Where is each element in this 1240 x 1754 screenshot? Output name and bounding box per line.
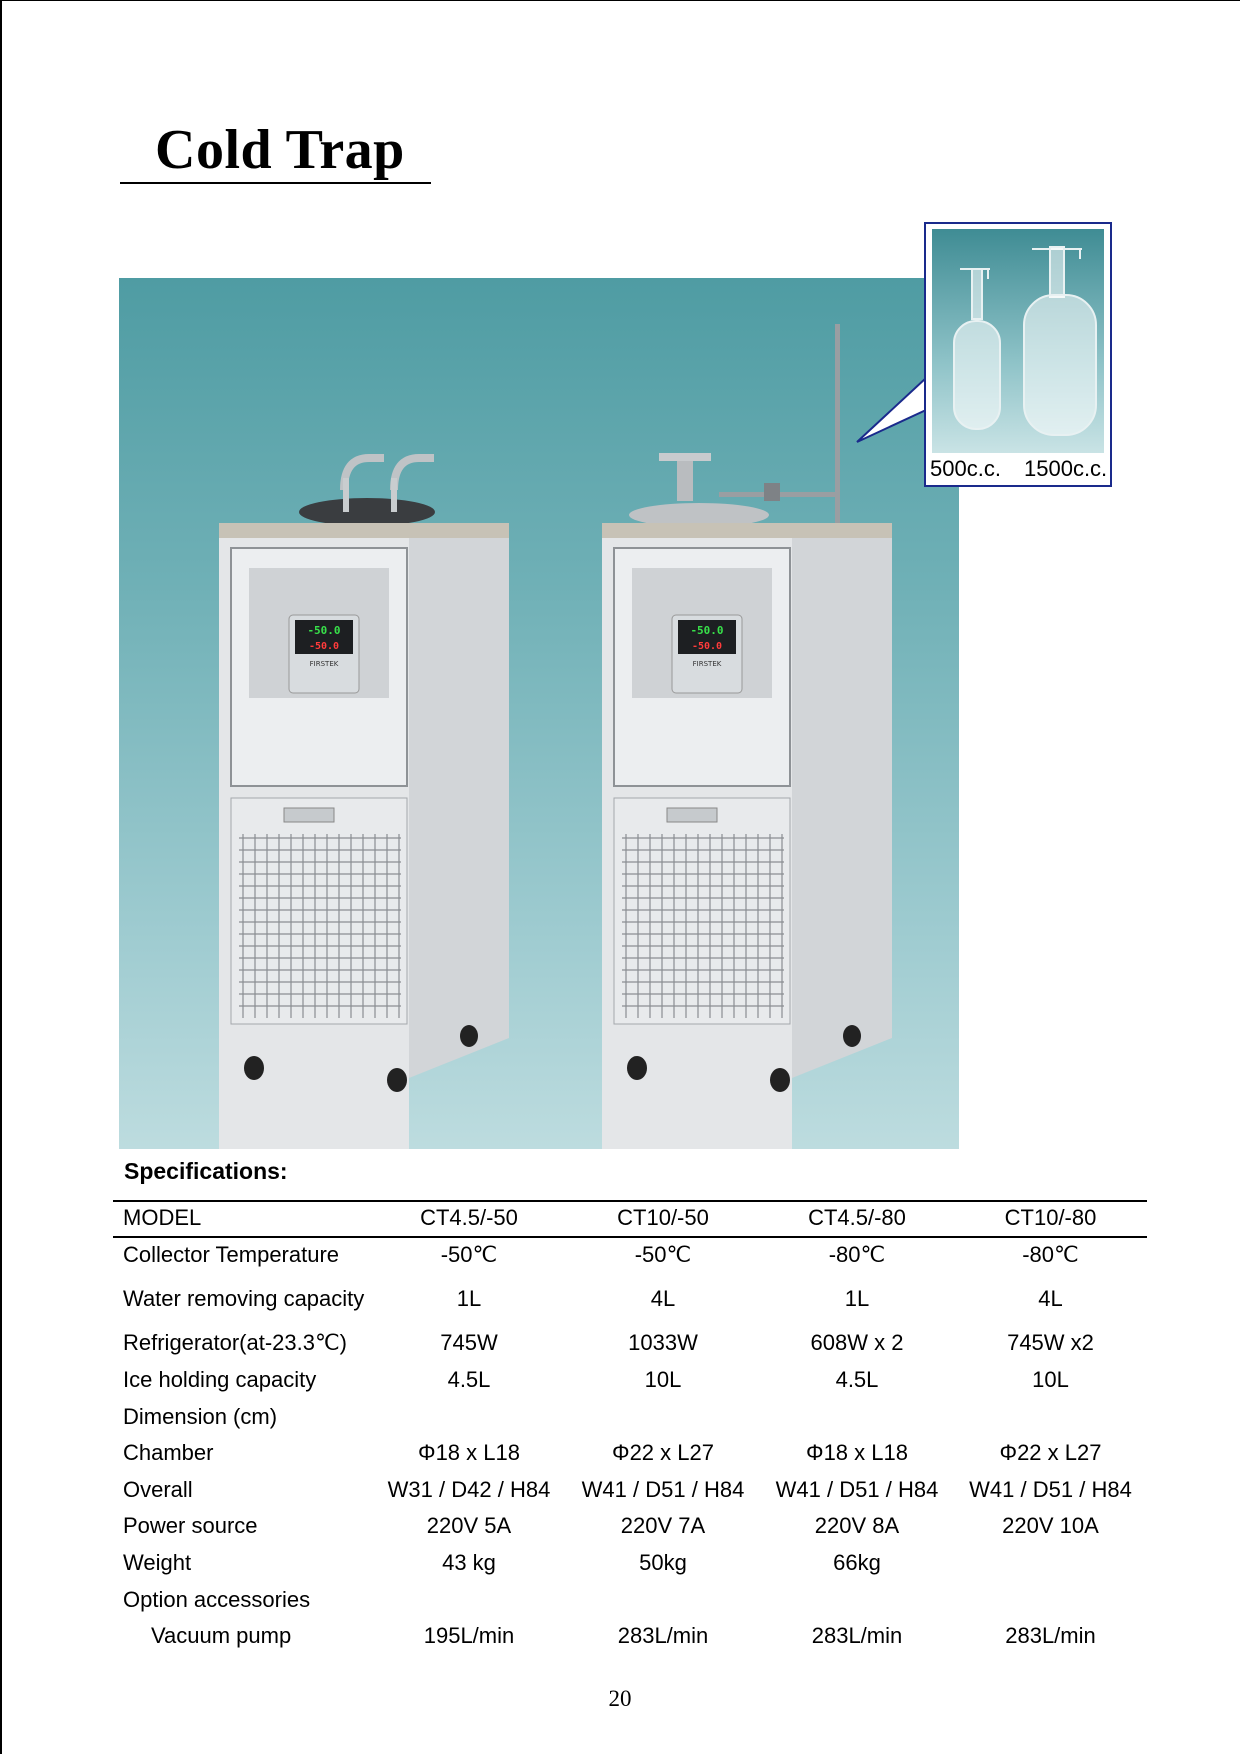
- row-value: 4.5L: [835, 1367, 879, 1393]
- row-value: [566, 1398, 760, 1435]
- row-label: Collector Temperature: [123, 1241, 340, 1267]
- row-value: 220V 7A: [620, 1513, 706, 1539]
- table-row: [113, 1618, 1147, 1655]
- specifications-table: [113, 1200, 1147, 1655]
- table-row: [113, 1398, 1147, 1435]
- unit-a-top-reading: -50.0: [307, 624, 341, 637]
- collection-flasks-illustration: [932, 229, 1104, 453]
- row-value: 4L: [1038, 1286, 1063, 1312]
- flask-inset-photo: [932, 229, 1104, 453]
- row-value: [760, 1581, 954, 1618]
- row-value: -80℃: [1022, 1241, 1079, 1267]
- row-value: 10L: [644, 1367, 682, 1393]
- row-value: 745W: [440, 1330, 498, 1356]
- row-label: Refrigerator(at-23.3℃): [123, 1330, 348, 1356]
- row-value: 66kg: [833, 1550, 881, 1576]
- row-value: Φ18 x L18: [806, 1440, 908, 1466]
- unit-b-brand: FIRSTEK: [692, 660, 722, 668]
- table-row: [113, 1435, 1147, 1472]
- row-value: 1L: [844, 1286, 870, 1312]
- row-value: 50kg: [639, 1550, 687, 1576]
- flask-inset: [924, 222, 1112, 487]
- unit-b-top-reading: -50.0: [690, 624, 724, 637]
- row-value: 195L/min: [423, 1623, 515, 1649]
- row-label: Overall: [123, 1476, 193, 1502]
- row-label: Option accessories: [123, 1586, 311, 1612]
- row-value: -50℃: [634, 1241, 692, 1267]
- specifications-heading: Specifications:: [124, 1158, 288, 1184]
- row-value: 283L/min: [811, 1623, 903, 1649]
- flask-label-1500: 1500c.c.: [1024, 456, 1108, 481]
- table-header-row: [113, 1200, 1147, 1237]
- row-value: W41 / D51 / H84: [969, 1476, 1132, 1502]
- page-title: Cold Trap: [155, 119, 405, 181]
- row-value: [954, 1581, 1147, 1618]
- row-value: 608W x 2: [810, 1330, 904, 1356]
- row-label: Water removing capacity: [123, 1286, 365, 1312]
- unit-b-bottom-reading: -50.0: [691, 641, 723, 652]
- row-value: [760, 1398, 954, 1435]
- table-row: [113, 1472, 1147, 1509]
- table-row: [113, 1325, 1147, 1362]
- row-value: 4L: [650, 1286, 676, 1312]
- unit-a-bottom-reading: -50.0: [308, 641, 340, 652]
- table-row: [113, 1545, 1147, 1582]
- header-model-2: CT10/-50: [617, 1205, 709, 1231]
- table-row: [113, 1237, 1147, 1274]
- row-value: [954, 1545, 1147, 1582]
- header-model-4: CT10/-80: [1004, 1205, 1097, 1231]
- row-value: 1L: [456, 1286, 482, 1312]
- row-value: Φ22 x L27: [999, 1440, 1102, 1466]
- row-value: [566, 1581, 760, 1618]
- row-value: [954, 1398, 1147, 1435]
- row-value: -50℃: [440, 1241, 498, 1267]
- row-value: W31 / D42 / H84: [387, 1476, 551, 1502]
- page-number: 20: [608, 1686, 632, 1711]
- table-row: [113, 1273, 1147, 1325]
- header-model-3: CT4.5/-80: [808, 1205, 906, 1231]
- row-value: 10L: [1032, 1367, 1069, 1393]
- row-value: 283L/min: [1005, 1623, 1096, 1649]
- row-value: 220V 5A: [426, 1513, 512, 1539]
- row-value: 43 kg: [442, 1550, 496, 1576]
- row-label: Weight: [123, 1550, 192, 1576]
- row-value: W41 / D51 / H84: [775, 1476, 939, 1502]
- row-value: -80℃: [828, 1241, 886, 1267]
- row-label: Vacuum pump: [151, 1623, 292, 1649]
- row-value: 745W x2: [1007, 1330, 1094, 1356]
- row-value: Φ18 x L18: [418, 1440, 520, 1466]
- row-value: 1033W: [628, 1330, 698, 1356]
- row-label: Dimension (cm): [123, 1403, 278, 1429]
- table-row: [113, 1581, 1147, 1618]
- row-value: [372, 1398, 566, 1435]
- row-label: Chamber: [123, 1440, 214, 1466]
- row-label: Power source: [123, 1513, 258, 1539]
- table-row: [113, 1362, 1147, 1399]
- flask-label-500: 500c.c.: [930, 456, 1001, 481]
- row-value: W41 / D51 / H84: [581, 1476, 745, 1502]
- row-label: Ice holding capacity: [123, 1367, 317, 1393]
- row-value: 220V 8A: [814, 1513, 900, 1539]
- header-model-1: CT4.5/-50: [420, 1205, 518, 1231]
- table-row: [113, 1508, 1147, 1545]
- row-value: Φ22 x L27: [612, 1440, 714, 1466]
- row-value: [372, 1581, 566, 1618]
- row-value: 220V 10A: [1002, 1513, 1099, 1539]
- row-value: 283L/min: [617, 1623, 709, 1649]
- unit-a-brand: FIRSTEK: [309, 660, 339, 668]
- header-model-label: MODEL: [123, 1205, 202, 1231]
- row-value: 4.5L: [447, 1367, 491, 1393]
